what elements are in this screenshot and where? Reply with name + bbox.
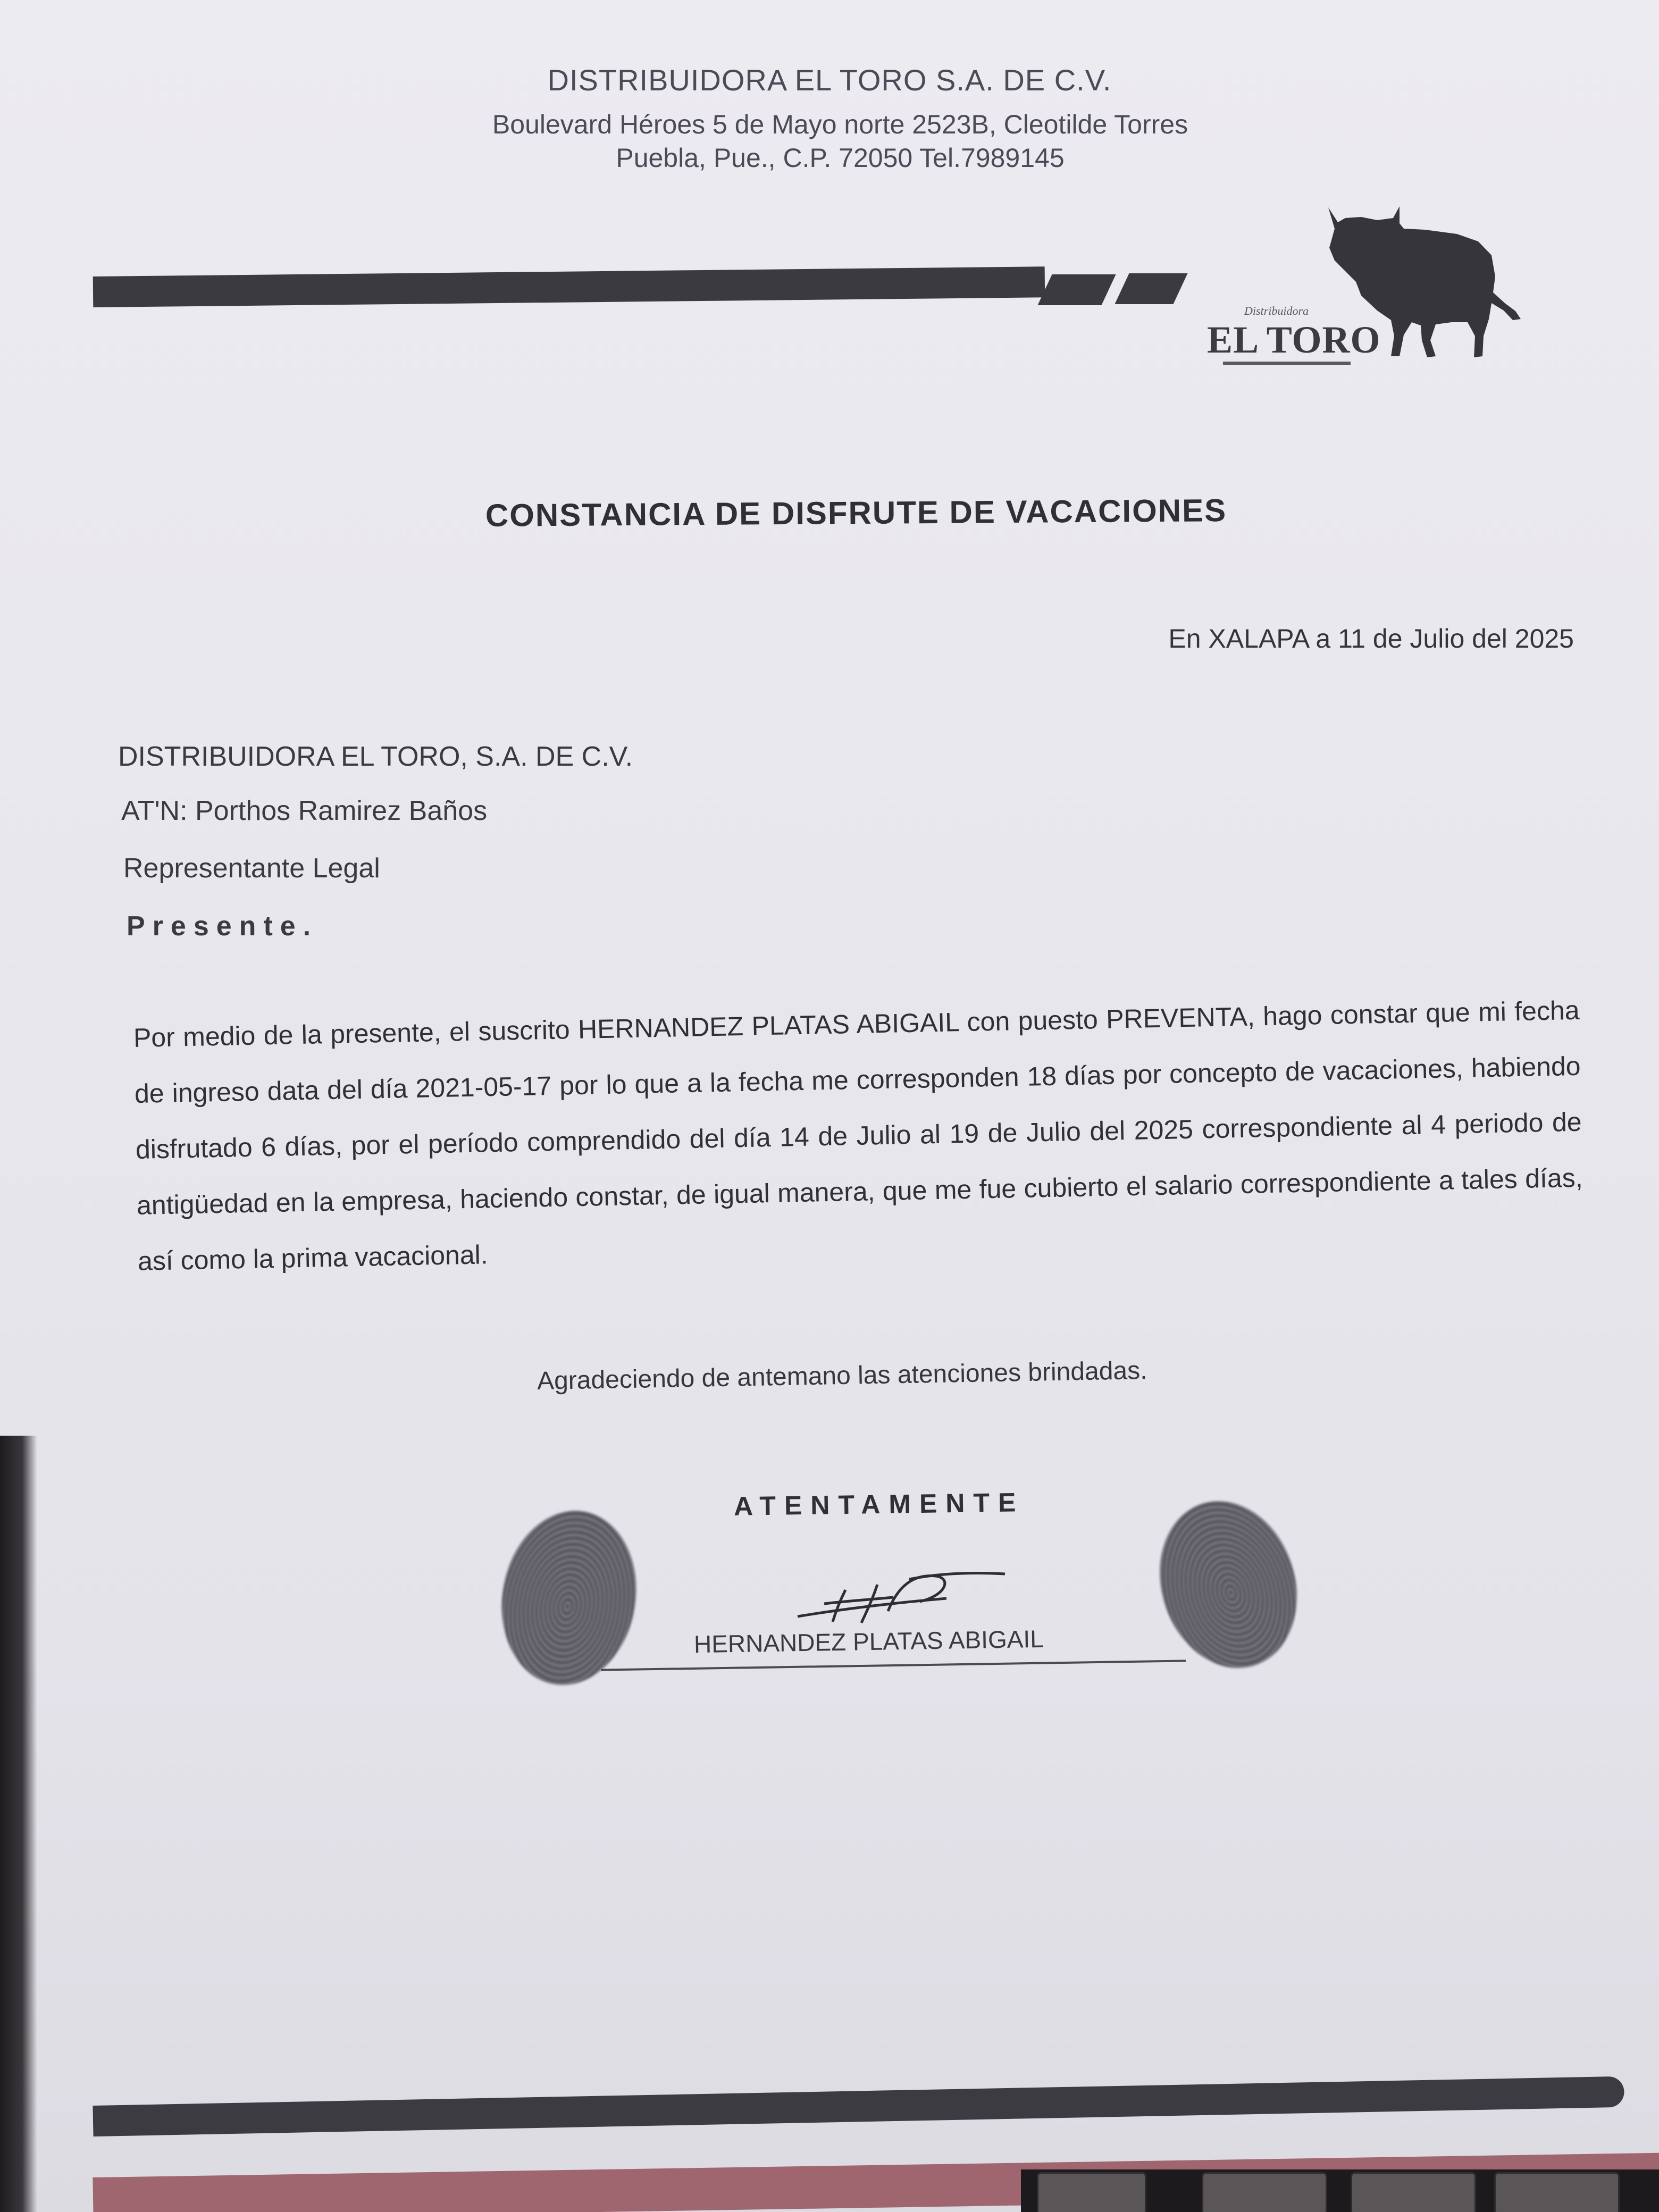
fingerprint-left (488, 1500, 650, 1696)
body-paragraph: Por medio de la presente, el suscrito HERNANDEZ PLATAS ABIGAIL con puesto PREVENTA, hago constar que mi fecha de ingreso data del día 2021-05-17 por lo que a la fecha me corresponden 18 días por concepto de vacaciones, habiendo disfrutado 6 días, por el período comprendido del día 14 de Julio al 19 de Julio del 2025 correspondiente al 4 periodo de antigüedad en la empresa, haciendo constar, de igual manera, que me fue cubierto el salario correspondiente a tales días, así como la prima vacacional. (133, 995, 1583, 1276)
signer-name: HERNANDEZ PLATAS ABIGAIL (693, 1624, 1044, 1658)
background-keyboard-key (1494, 2172, 1620, 2212)
document-title: CONSTANCIA DE DISFRUTE DE VACACIONES (485, 492, 1227, 533)
footer-divider-bar (93, 2076, 1624, 2136)
addressee-greeting: Presente. (127, 911, 319, 942)
logo-small-text: Distribuidora (1244, 304, 1309, 317)
background-keyboard-key (1351, 2172, 1476, 2212)
photo-background-edge (0, 1436, 37, 2212)
fingerprint-right (1139, 1483, 1318, 1686)
signature-line (601, 1660, 1186, 1671)
closing-sign-off: ATENTAMENTE (733, 1487, 1025, 1521)
header-divider-bar (93, 266, 1045, 307)
header-divider-segment (1037, 274, 1116, 305)
logo-underline (1223, 362, 1351, 365)
place-and-date: En XALAPA a 11 de Julio del 2025 (1168, 624, 1574, 653)
header-city-line: Puebla, Pue., C.P. 72050 Tel.7989145 (616, 143, 1065, 173)
logo-wordmark: EL TORO (1207, 319, 1381, 361)
header-company-name: DISTRIBUIDORA EL TORO S.A. DE C.V. (547, 63, 1112, 97)
addressee-company: DISTRIBUIDORA EL TORO, S.A. DE C.V. (118, 741, 633, 772)
header-divider-segment (1115, 273, 1187, 304)
addressee-role: Representante Legal (123, 853, 380, 884)
background-keyboard-key (1202, 2172, 1327, 2212)
addressee-attention: AT'N: Porthos Ramirez Baños (121, 795, 488, 826)
header-address-line: Boulevard Héroes 5 de Mayo norte 2523B, Cleotilde Torres (492, 110, 1188, 139)
closing-thanks: Agradeciendo de antemano las atenciones brindadas. (537, 1356, 1147, 1396)
handwritten-signature (787, 1553, 1010, 1627)
background-keyboard-key (1037, 2172, 1146, 2212)
